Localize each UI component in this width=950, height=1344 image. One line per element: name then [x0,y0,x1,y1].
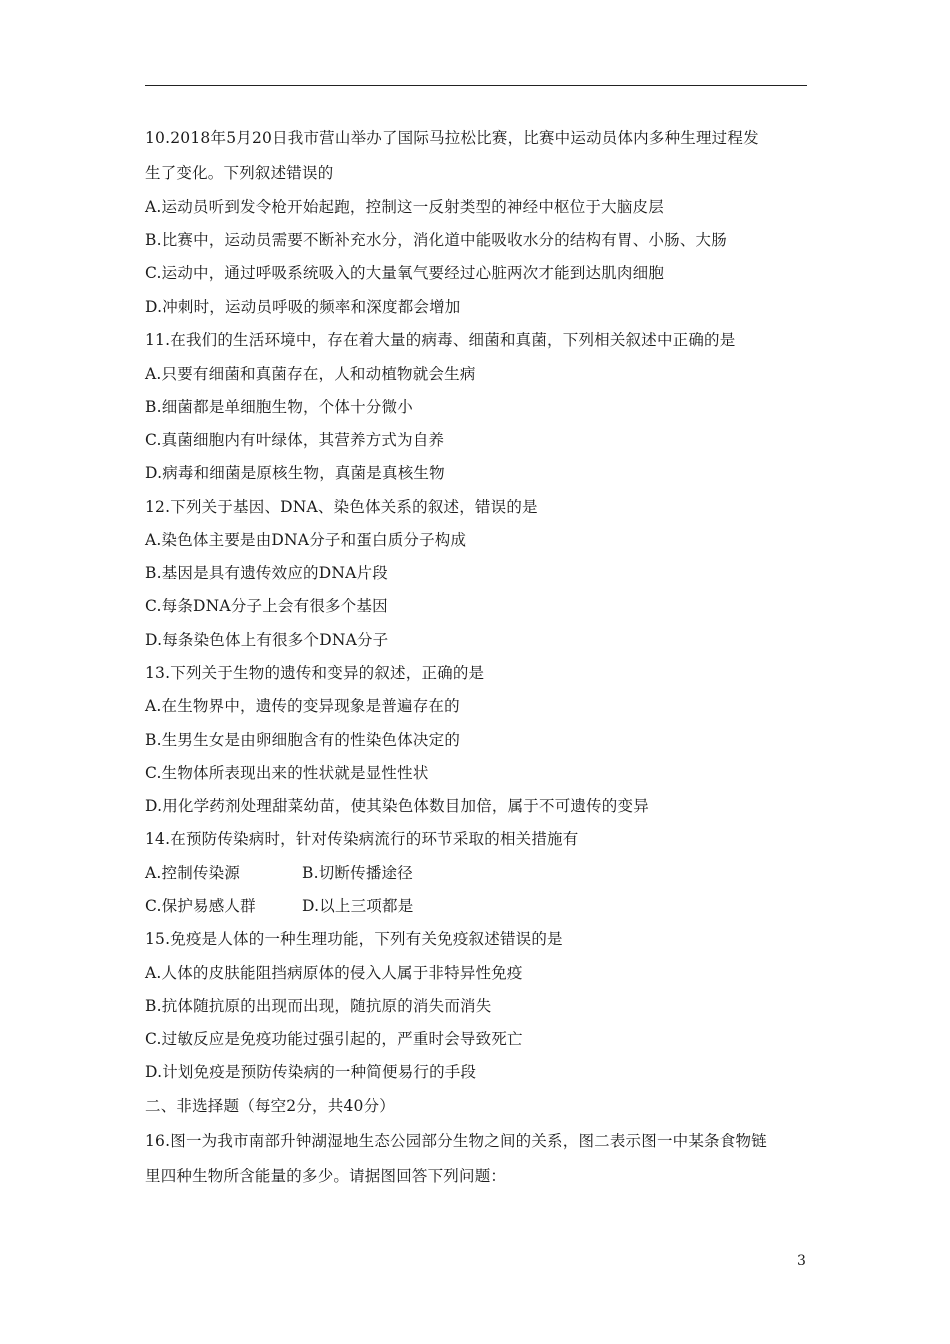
q14-options-row2 [145,896,414,916]
q11-option-c: C.真菌细胞内有叶绿体，其营养方式为自养 [145,431,445,449]
page-number: 3 [797,1253,806,1269]
q14-options-row1 [145,863,413,883]
q13-option-c: C.生物体所表现出来的性状就是显性性状 [145,764,429,782]
q11-option-d: D.病毒和细菌是原核生物，真菌是真核生物 [145,464,445,482]
q13-option-d: D.用化学药剂处理甜菜幼苗，使其染色体数目加倍，属于不可遗传的变异 [145,797,649,815]
q14-option-d: D.以上三项都是 [302,897,414,915]
q10-option-d: D.冲刺时，运动员呼吸的频率和深度都会增加 [145,298,461,316]
q15-stem: 15.免疫是人体的一种生理功能，下列有关免疫叙述错误的是 [145,930,563,948]
q14-stem: 14.在预防传染病时，针对传染病流行的环节采取的相关措施有 [145,830,579,848]
q11-option-a: A.只要有细菌和真菌存在，人和动植物就会生病 [145,365,476,383]
q12-option-c: C.每条DNA分子上会有很多个基因 [145,597,388,615]
q15-option-a: A.人体的皮肤能阻挡病原体的侵入人属于非特异性免疫 [145,964,523,982]
q13-stem: 13.下列关于生物的遗传和变异的叙述，正确的是 [145,664,485,682]
q11-option-b: B.细菌都是单细胞生物，个体十分微小 [145,398,413,416]
header-rule [145,85,807,86]
q13-option-a: A.在生物界中，遗传的变异现象是普遍存在的 [145,697,460,715]
q12-option-a: A.染色体主要是由DNA分子和蛋白质分子构成 [145,531,467,549]
q13-option-b: B.生男生女是由卵细胞含有的性染色体决定的 [145,731,461,749]
q10-stem-line2: 生了变化。下列叙述错误的 [145,164,334,182]
q15-option-c: C.过敏反应是免疫功能过强引起的，严重时会导致死亡 [145,1030,523,1048]
q16-stem-line2: 里四种生物所含能量的多少。请据图回答下列问题： [145,1167,507,1185]
q15-option-d: D.计划免疫是预防传染病的一种简便易行的手段 [145,1063,477,1081]
q12-option-b: B.基因是具有遗传效应的DNA片段 [145,564,388,582]
q16-stem-line1: 16.图一为我市南部升钟湖湿地生态公园部分生物之间的关系，图二表示图一中某条食物链 [145,1132,767,1150]
q11-stem: 11.在我们的生活环境中，存在着大量的病毒、细菌和真菌，下列相关叙述中正确的是 [145,331,736,349]
q14-option-a: A.控制传染源 [145,864,241,882]
q14-option-c: C.保护易感人群 [145,897,256,915]
q10-option-a: A.运动员听到发令枪开始起跑，控制这一反射类型的神经中枢位于大脑皮层 [145,198,664,216]
section-heading: 二、非选择题（每空2分，共40分） [145,1097,395,1115]
q10-option-b: B.比赛中，运动员需要不断补充水分，消化道中能吸收水分的结构有胃、小肠、大肠 [145,231,727,249]
q15-option-b: B.抗体随抗原的出现而出现，随抗原的消失而消失 [145,997,492,1015]
q14-option-b: B.切断传播途径 [302,864,413,882]
q10-option-c: C.运动中，通过呼吸系统吸入的大量氧气要经过心脏两次才能到达肌肉细胞 [145,264,665,282]
q12-option-d: D.每条染色体上有很多个DNA分子 [145,631,389,649]
q12-stem: 12.下列关于基因、DNA、染色体关系的叙述，错误的是 [145,498,538,516]
q10-stem-line1: 10.2018年5月20日我市营山举办了国际马拉松比赛，比赛中运动员体内多种生理过程发 [145,129,759,147]
